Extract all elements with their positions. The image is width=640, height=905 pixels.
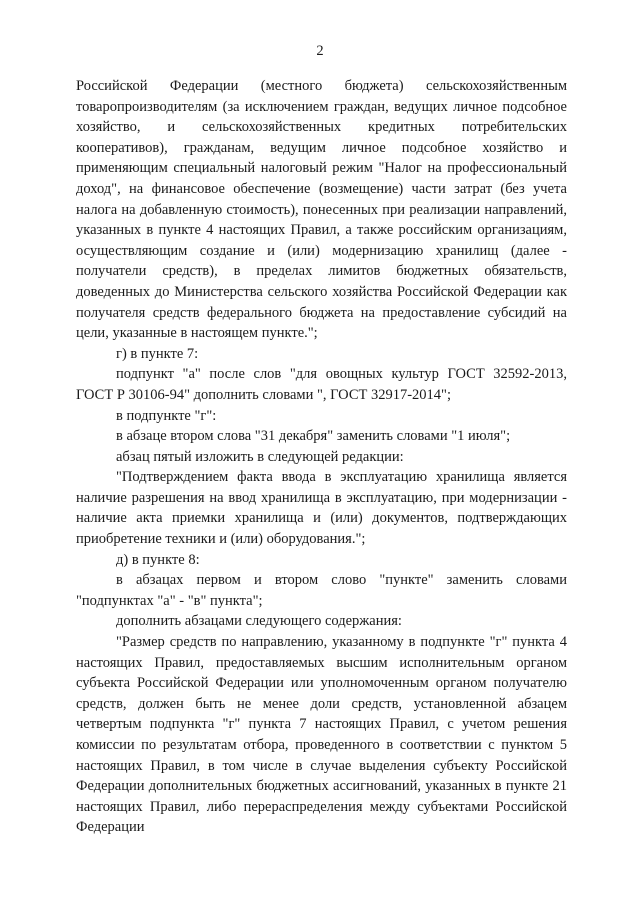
paragraph-continuation: Российской Федерации (местного бюджета) сельскохозяйственным товаропроизводителям (за исключением граждан, ведущих личное подсобное хозяйство, и сельскохозяйственных кредитных потребительских кооперативов), гражданам, ведущим личное подсобное хозяйство и применяющим специальный налоговый режим "Налог на профессиональный доход", на финансовое обеспечение (возмещение) части затрат (без учета налога на добавленную стоимость), понесенных при реализации направлений, указанных в пункте 4 настоящих Правил, а также российским организациям, осуществляющим создание и (или) модернизацию хранилищ (далее - получатели средств), в пределах лимитов бюджетных обязательств, доведенных до Министерства сельского хозяйства Российской Федерации как получателя средств федерального бюджета на предоставление субсидий на цели, указанные в настоящем пункте."; xyxy=(76,78,567,342)
page-number: 2 xyxy=(316,43,324,59)
paragraph-add-abzacs: дополнить абзацами следующего содержания: xyxy=(116,613,402,630)
paragraph-subitem-g: в подпункте "г": xyxy=(116,407,217,424)
paragraph-subitem-a-amendment: подпункт "а" после слов "для овощных культур ГОСТ 32592-2013, ГОСТ Р 30106-94" дополнить словами ", ГОСТ 32917-2014"; xyxy=(76,366,567,403)
paragraph-second-abzac: в абзаце втором слова "31 декабря" заменить словами "1 июля"; xyxy=(116,428,511,445)
paragraph-item-d: д) в пункте 8: xyxy=(116,551,200,568)
paragraph-fifth-abzac: абзац пятый изложить в следующей редакции: xyxy=(116,448,404,465)
paragraph-item-g: г) в пункте 7: xyxy=(116,345,199,362)
document-body xyxy=(76,76,567,838)
paragraph-quote-funds-size: "Размер средств по направлению, указанному в подпункте "г" пункта 4 настоящих Правил, предоставляемых высшим исполнительным органом субъекта Российской Федерации или уполномоченным органом получателю средств, должен быть не менее доли средств, установленной абзацем четвертым подпункта "г" пункта 7 настоящих Правил, с учетом решения комиссии по результатам отбора, проведенного в соответствии с пунктом 5 настоящих Правил, в том числе в случае выделения субъекту Российской Федерации дополнительных бюджетных ассигнований, указанных в пункте 21 настоящих Правил, либо перераспределения между субъектами Российской Федерации xyxy=(76,634,567,836)
paragraph-quote-confirmation: "Подтверждением факта ввода в эксплуатацию хранилища является наличие разрешения на ввод хранилища в эксплуатацию, при модернизации - наличие акта приемки хранилища и (или) документов, подтверждающих приобретение техники и (или) оборудования."; xyxy=(76,469,567,548)
paragraph-first-second-abzac: в абзацах первом и втором слово "пункте" заменить словами "подпунктах "а" - "в" пункта"; xyxy=(76,572,567,609)
